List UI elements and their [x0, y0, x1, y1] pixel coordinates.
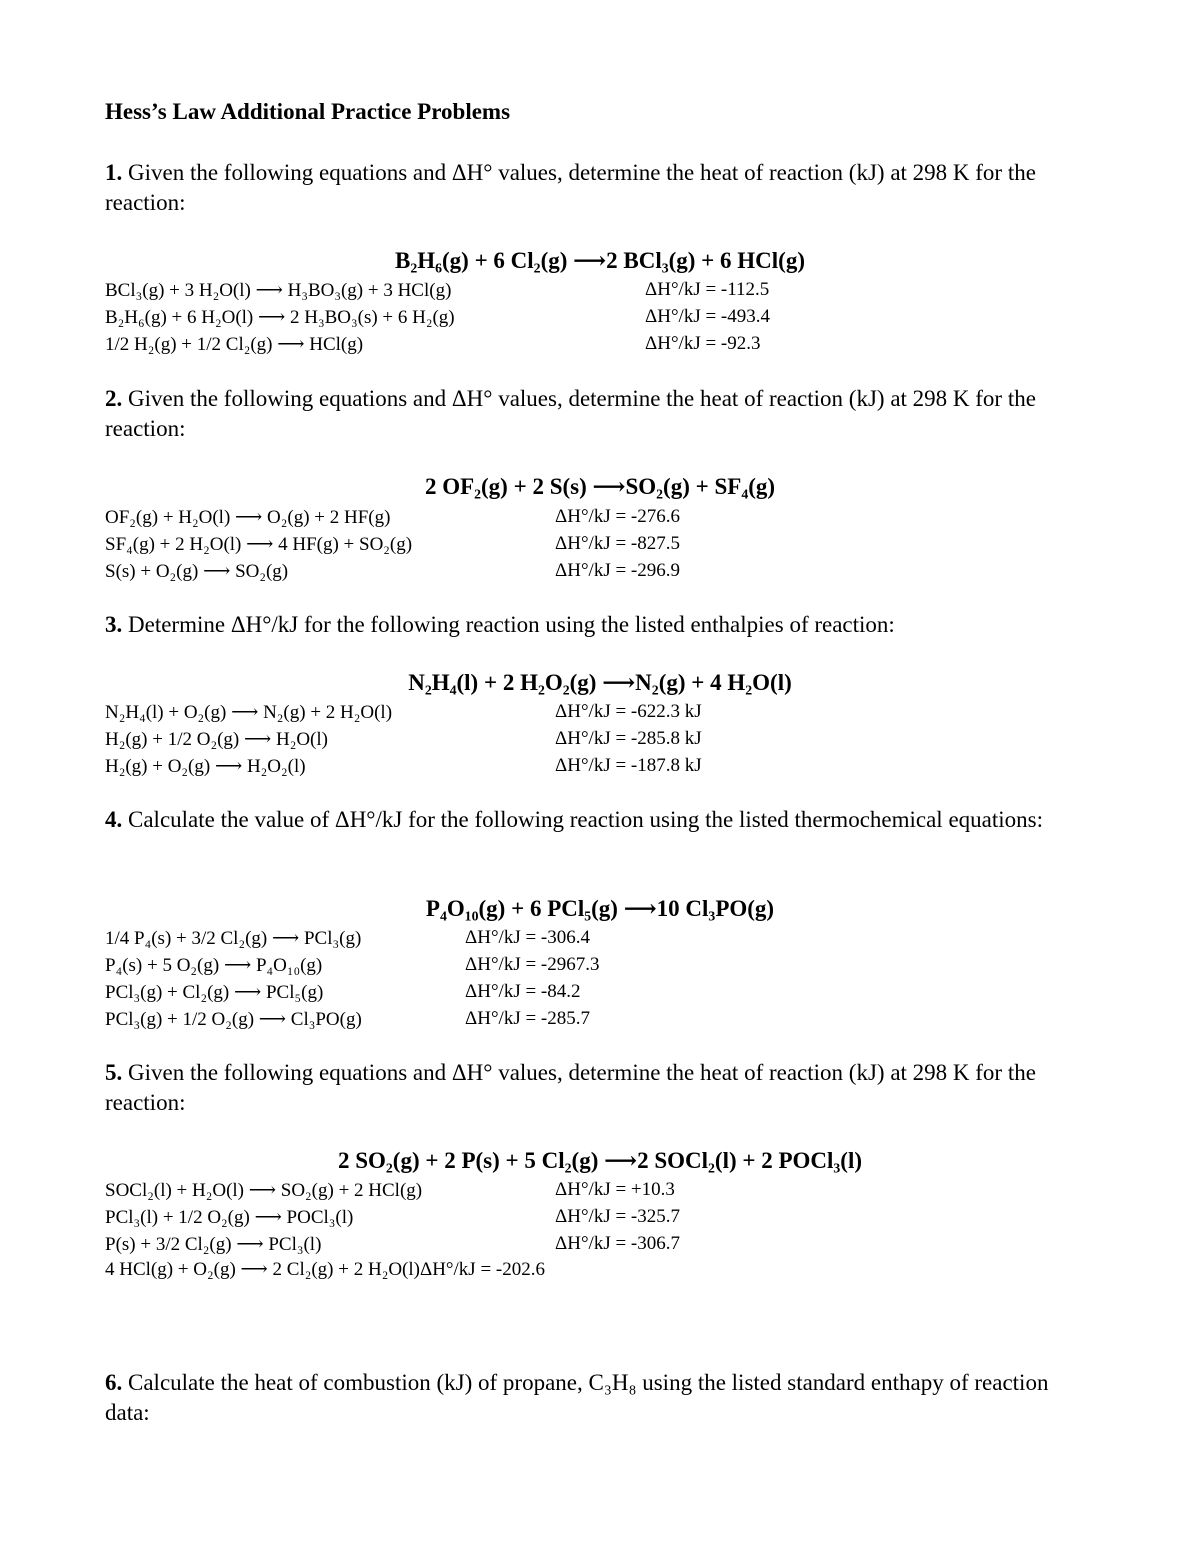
- problem-3-step-1-enthalpy: ΔH°/kJ = -622.3 kJ: [555, 701, 702, 722]
- problem-2-text: Given the following equations and ΔH° values, determine the heat of reaction (kJ) at 298 K for the reaction:: [105, 386, 1036, 441]
- page-title: Hess’s Law Additional Practice Problems: [105, 99, 511, 124]
- problem-5-number: 5.: [105, 1060, 123, 1085]
- problem-5-text: Given the following equations and ΔH° values, determine the heat of reaction (kJ) at 298 K for the reaction:: [105, 1060, 1036, 1115]
- problem-3-step-3-enthalpy: ΔH°/kJ = -187.8 kJ: [555, 755, 702, 776]
- problem-1-step-1-equation: BCl₃(g) + 3 H₂O(l) ⟶ H₃BO₃(g) + 3 HCl(g): [105, 280, 452, 301]
- problem-2-step-1-equation: OF₂(g) + H₂O(l) ⟶ O₂(g) + 2 HF(g): [105, 507, 391, 528]
- problem-4-step-3-enthalpy: ΔH°/kJ = -84.2: [465, 981, 581, 1002]
- problem-1-target-reaction: B₂H₆(g) + 6 Cl₂(g) ⟶2 BCl₃(g) + 6 HCl(g): [394, 248, 805, 273]
- problem-2-step-3-enthalpy: ΔH°/kJ = -296.9: [555, 560, 681, 581]
- problem-1-prompt: [105, 158, 1090, 218]
- problem-3-step-2-enthalpy: ΔH°/kJ = -285.8 kJ: [555, 728, 702, 749]
- problem-6-text: Calculate the heat of combustion (kJ) of propane, C₃H₈ using the listed standard enthapy of reaction data:: [105, 1370, 1049, 1425]
- problem-2-step-3-equation: S(s) + O₂(g) ⟶ SO₂(g): [105, 561, 289, 582]
- problem-1-step-2-enthalpy: ΔH°/kJ = -493.4: [645, 306, 771, 327]
- problem-4-step-4-equation: PCl₃(g) + 1/2 O₂(g) ⟶ Cl₃PO(g): [105, 1009, 362, 1030]
- problem-4-text: Calculate the value of ΔH°/kJ for the following reaction using the listed thermochemical equations:: [122, 807, 1043, 832]
- problem-4-step-2-equation: P₄(s) + 5 O₂(g) ⟶ P₄O₁₀(g): [105, 955, 323, 976]
- problem-5-step-3-enthalpy: ΔH°/kJ = -306.7: [555, 1233, 681, 1254]
- problem-2-step-1-enthalpy: ΔH°/kJ = -276.6: [555, 506, 681, 527]
- problem-4-number: 4.: [105, 807, 123, 832]
- problem-1-number: 1.: [105, 160, 123, 185]
- problem-5-step-2-enthalpy: ΔH°/kJ = -325.7: [555, 1206, 681, 1227]
- problem-1-text: Given the following equations and ΔH° values, determine the heat of reaction (kJ) at 298 K for the reaction:: [105, 160, 1036, 215]
- problem-3-text: Determine ΔH°/kJ for the following reaction using the listed enthalpies of reaction:: [122, 612, 895, 637]
- problem-5-step-4-equation: 4 HCl(g) + O₂(g) ⟶ 2 Cl₂(g) + 2 H₂O(l): [105, 1259, 420, 1280]
- problem-4-step-1-enthalpy: ΔH°/kJ = -306.4: [465, 927, 591, 948]
- problem-5-prompt: [105, 1058, 1090, 1118]
- problem-2-target-reaction: 2 OF₂(g) + 2 S(s) ⟶SO₂(g) + SF₄(g): [424, 474, 776, 499]
- problem-3-prompt: [105, 610, 1090, 640]
- problem-5-step-4-enthalpy: ΔH°/kJ = -202.6: [419, 1259, 545, 1280]
- problem-6-prompt: [105, 1368, 1090, 1428]
- problem-5-step-4-row: [105, 1258, 545, 1281]
- problem-5-target-reaction: 2 SO₂(g) + 2 P(s) + 5 Cl₂(g) ⟶2 SOCl₂(l) + 2 POCl₃(l): [337, 1148, 863, 1173]
- problem-5-step-1-enthalpy: ΔH°/kJ = +10.3: [555, 1179, 675, 1200]
- problem-2-step-2-enthalpy: ΔH°/kJ = -827.5: [555, 533, 681, 554]
- problem-5-step-1-equation: SOCl₂(l) + H₂O(l) ⟶ SO₂(g) + 2 HCl(g): [105, 1180, 423, 1201]
- problem-1-step-2-equation: B₂H₆(g) + 6 H₂O(l) ⟶ 2 H₃BO₃(s) + 6 H₂(g): [105, 307, 455, 328]
- problem-5-step-2-equation: PCl₃(l) + 1/2 O₂(g) ⟶ POCl₃(l): [105, 1207, 354, 1228]
- problem-6-number: 6.: [105, 1370, 123, 1395]
- problem-4-target-reaction: P₄O₁₀(g) + 6 PCl₅(g) ⟶10 Cl₃PO(g): [425, 896, 775, 921]
- problem-4-step-1-equation: 1/4 P₄(s) + 3/2 Cl₂(g) ⟶ PCl₃(g): [105, 928, 362, 949]
- problem-2-step-2-equation: SF₄(g) + 2 H₂O(l) ⟶ 4 HF(g) + SO₂(g): [105, 534, 413, 555]
- problem-1-step-3-equation: 1/2 H₂(g) + 1/2 Cl₂(g) ⟶ HCl(g): [105, 334, 364, 355]
- problem-4-prompt: [105, 805, 1090, 835]
- problem-4-step-4-enthalpy: ΔH°/kJ = -285.7: [465, 1008, 591, 1029]
- problem-2-number: 2.: [105, 386, 123, 411]
- problem-3-step-2-equation: H₂(g) + 1/2 O₂(g) ⟶ H₂O(l): [105, 729, 328, 750]
- problem-4-step-2-enthalpy: ΔH°/kJ = -2967.3: [465, 954, 600, 975]
- problem-3-step-1-equation: N₂H₄(l) + O₂(g) ⟶ N₂(g) + 2 H₂O(l): [105, 702, 393, 723]
- problem-1-step-3-enthalpy: ΔH°/kJ = -92.3: [645, 333, 761, 354]
- problem-3-step-3-equation: H₂(g) + O₂(g) ⟶ H₂O₂(l): [105, 756, 306, 777]
- problem-3-target-reaction: N₂H₄(l) + 2 H₂O₂(g) ⟶N₂(g) + 4 H₂O(l): [408, 670, 792, 695]
- problem-3-number: 3.: [105, 612, 123, 637]
- problem-4-step-3-equation: PCl₃(g) + Cl₂(g) ⟶ PCl₅(g): [105, 982, 324, 1003]
- problem-1-step-1-enthalpy: ΔH°/kJ = -112.5: [645, 279, 770, 300]
- problem-2-prompt: [105, 384, 1090, 444]
- problem-5-step-3-equation: P(s) + 3/2 Cl₂(g) ⟶ PCl₃(l): [105, 1234, 322, 1255]
